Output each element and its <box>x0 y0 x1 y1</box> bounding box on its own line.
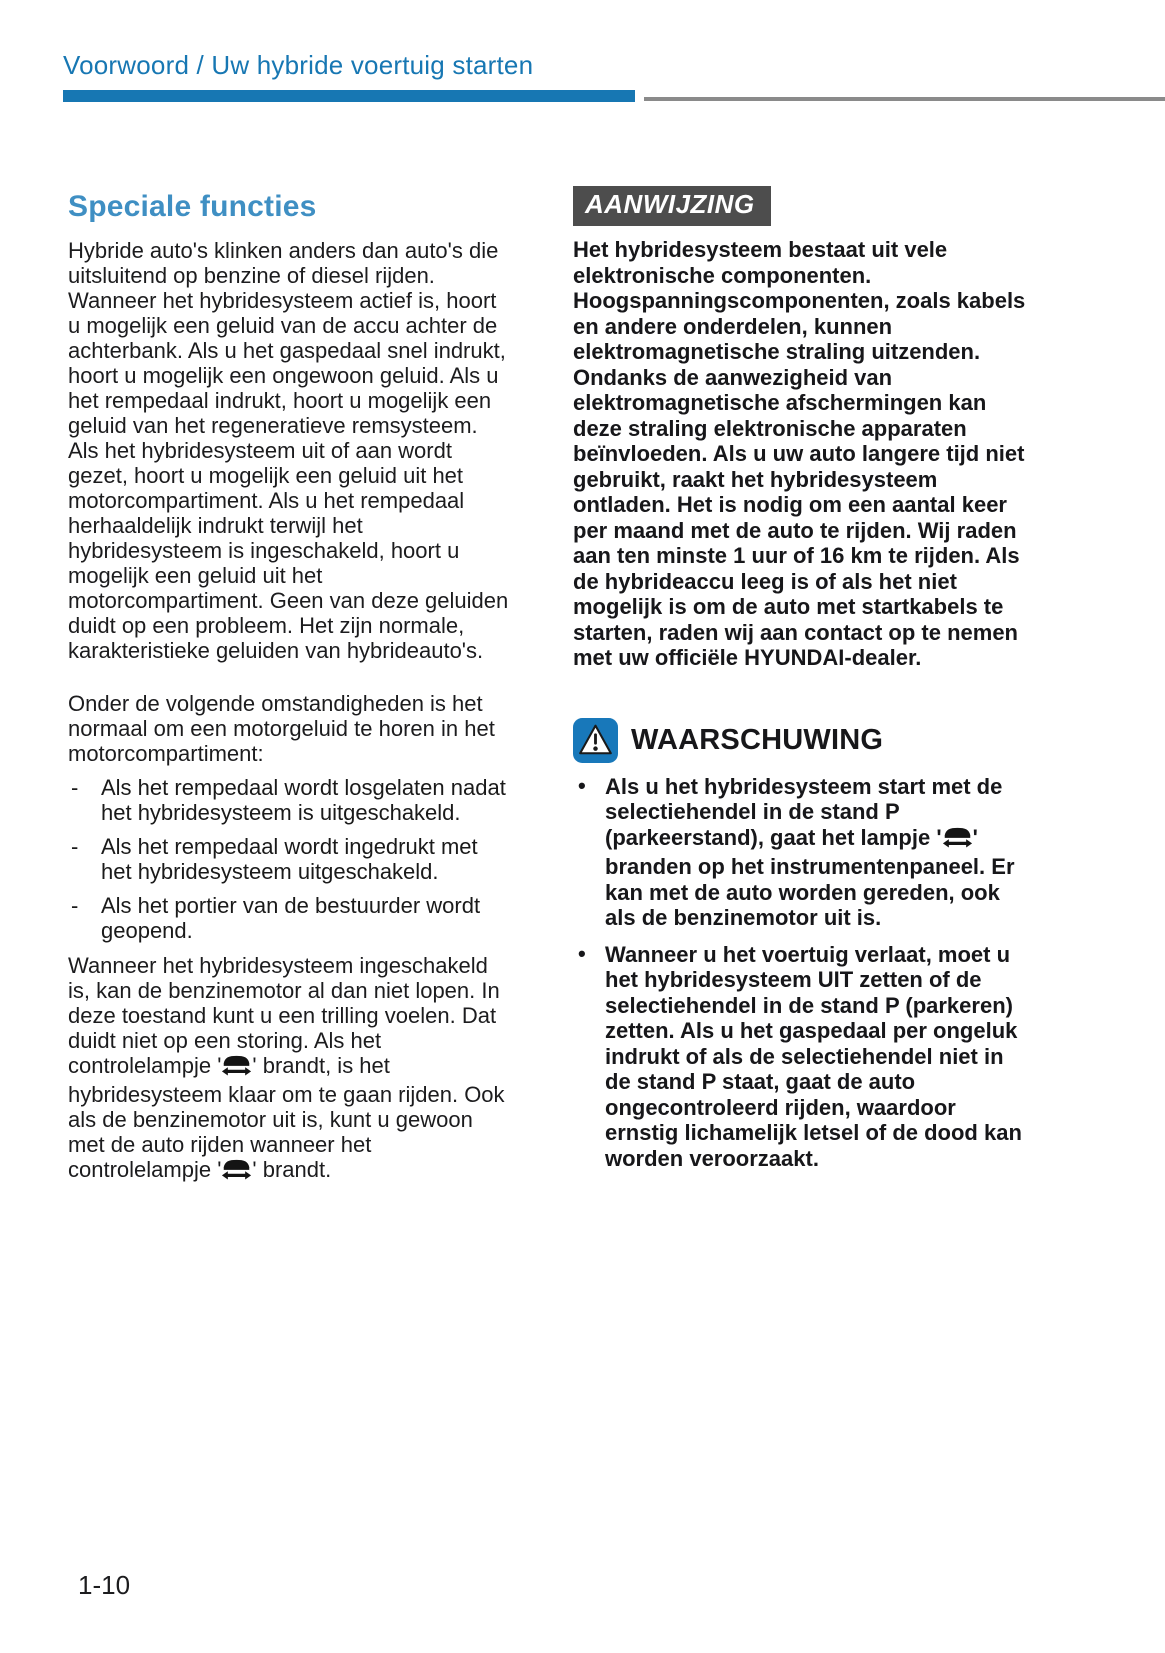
warning-header <box>573 718 1032 763</box>
notice-body: Het hybridesysteem bestaat uit vele elektronische componenten. Hoogspanningscomponenten, zoals kabels en andere onderdelen, kunnen elektromagnetische straling uitzenden. Ondanks de aanwezigheid van elektromagnetische afschermingen kan deze straling elektronische apparaten beïnvloeden. Als u uw auto langere tijd niet gebruikt, raakt het hybridesysteem ontladen. Het is nodig om een aantal keer per maand met de auto te rijden. Wij raden aan ten minste 1 uur of 16 km te rijden. Als de hybrideaccu leeg is of als het niet mogelijk is om de auto met startkabels te starten, raden wij aan contact op te nemen met uw officiële HYUNDAI-dealer. <box>573 237 1026 670</box>
bullet-text-segment: ' branden op het instrumentenpaneel. Er kan met de auto worden gereden, ook als de benzinemotor uit is. <box>605 824 1015 930</box>
header-rule-line <box>644 97 1165 101</box>
paragraph-engine-sound-intro: Onder de volgende omstandigheden is het normaal om een motorgeluid te horen in het motorcompartiment: <box>68 691 495 766</box>
warning-bullet <box>573 774 1032 931</box>
paragraph-text-segment: Wanneer het hybridesysteem ingeschakeld is, kan de benzinemotor al dan niet lopen. In deze toestand kunt u een trilling voelen. Dat duidt niet op een storing. Als het controlelampje ' <box>68 953 500 1078</box>
list-item: - Als het rempedaal wordt ingedrukt met het hybridesysteem uitgeschakeld. <box>68 834 511 884</box>
warning-triangle-icon <box>573 718 618 763</box>
breadcrumb: Voorwoord / Uw hybride voertuig starten <box>63 50 534 80</box>
list-item: - Als het portier van de bestuurder wordt geopend. <box>68 893 511 943</box>
header-accent-bar <box>63 90 635 102</box>
bullet-text-segment: Als u het hybridesysteem start met de selectiehendel in de stand P (parkeerstand), gaat het lampje ' <box>605 773 1003 850</box>
list-item: - Als het rempedaal wordt losgelaten nadat het hybridesysteem is uitgeschakeld. <box>68 775 511 825</box>
right-column <box>573 186 1032 1171</box>
left-column <box>68 190 511 1186</box>
paragraph-text-segment: ' brandt, is het hybridesysteem klaar om te gaan rijden. Ook als de benzinemotor uit is, kunt u gewoon met de auto rijden wanneer het controlelampje ' <box>68 1053 505 1182</box>
page-number: 1-10 <box>78 1570 131 1600</box>
hybrid-ready-indicator-icon <box>221 1157 252 1186</box>
section-title: Speciale functies <box>68 190 317 223</box>
hybrid-ready-indicator-icon <box>221 1053 252 1082</box>
warning-bullet-list <box>573 774 1032 1172</box>
warning-bullet: • Wanneer u het voertuig verlaat, moet u het hybridesysteem UIT zetten of de selectiehendel in de stand P (parkeren) zetten. Als u het gaspedaal per ongeluk indrukt of als de selectiehendel niet in de stand P staat, gaat de auto ongecontroleerd rijden, waardoor ernstig lichamelijk letsel of de dood kan worden veroorzaakt. <box>573 942 1032 1172</box>
warning-title: WAARSCHUWING <box>631 723 884 756</box>
paragraph-ready-indicator <box>68 953 511 1186</box>
hybrid-ready-indicator-icon <box>942 825 973 855</box>
paragraph-special-functions: Hybride auto's klinken anders dan auto's die uitsluitend op benzine of diesel rijden. Wanneer het hybridesysteem actief is, hoort u mogelijk een geluid van de accu achter de achterbank. Als u het gaspedaal snel indrukt, hoort u mogelijk een ongewoon geluid. Als u het rempedaal indrukt, hoort u mogelijk een geluid van het regeneratieve remsysteem. Als het hybridesysteem uit of aan wordt gezet, hoort u mogelijk een geluid uit het motorcompartiment. Als u het rempedaal herhaaldelijk indrukt terwijl het hybridesysteem is ingeschakeld, hoort u mogelijk een geluid uit het motorcompartiment. Geen van deze geluiden duidt op een probleem. Het zijn normale, karakteristieke geluiden van hybrideauto's. <box>68 238 509 663</box>
condition-list <box>68 775 511 943</box>
paragraph-text-segment: ' brandt. <box>252 1157 332 1182</box>
notice-badge: AANWIJZING <box>573 186 771 226</box>
